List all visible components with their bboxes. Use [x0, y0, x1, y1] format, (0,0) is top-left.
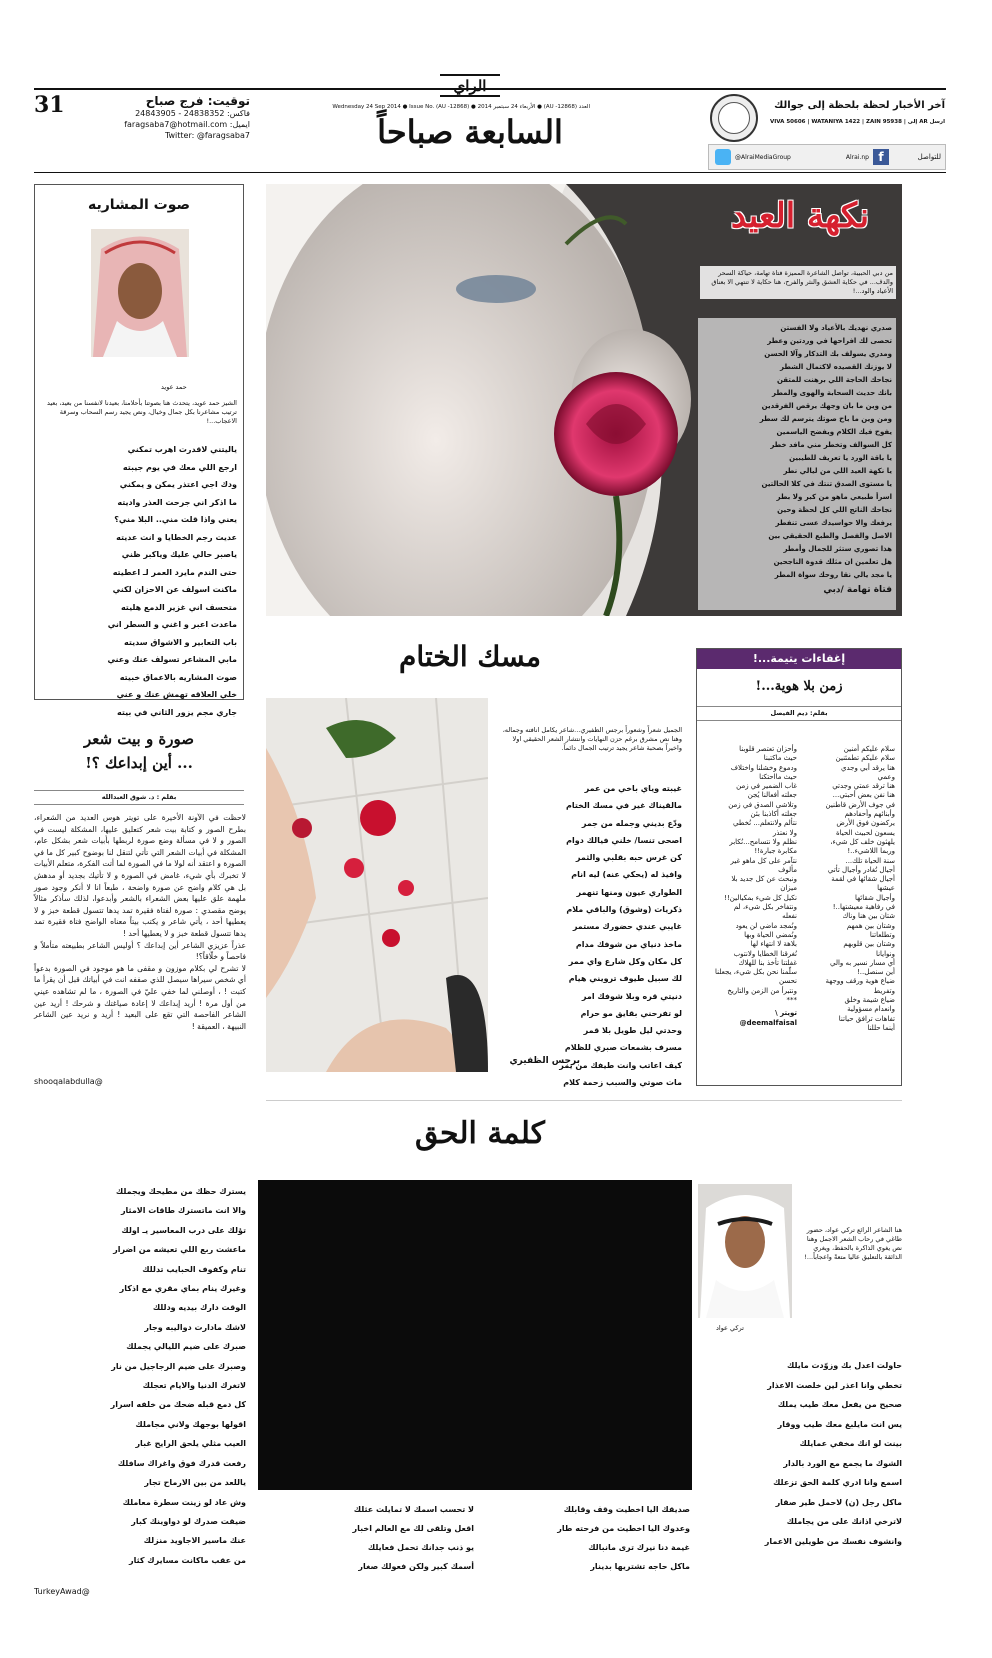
page-number: 31 — [34, 92, 65, 118]
eid-line: بانك حديث السحابة والهوى والمطر — [771, 389, 892, 397]
voice-line: ماكنت اسولف عن الاحزان لكني — [112, 585, 237, 594]
orphan-line: نحسن — [778, 977, 797, 986]
musk-line: ذكريات (وشوق) والباقي ملام — [566, 905, 682, 915]
truth-line: بينت لو انك مخفي عمايلك — [799, 1439, 902, 1448]
truth-line: وانشوف نفسك من طويلين الاعمار — [764, 1536, 902, 1546]
orphan-line: ونُمجد ماضي لن يعود — [735, 921, 797, 930]
orphan-line: سلام عليكم أمنين — [843, 745, 895, 753]
truth-line: يسترك حظك من مطيحك ويجملك — [115, 1187, 246, 1196]
voice-intro: الشيز حمد عويد، يتحدث هنا بصوتنا بأحلامنا، بعيدنا لانفسنا من بعيد، بعيد ترتيب مشاعرنا بكل جمال وخيال، ونص يجيد رسم السحاب وسرقة الاعجاب...! — [46, 399, 237, 425]
musk-poem — [496, 780, 682, 1091]
orphan-line: نُغرقنا الخطايا ولانتوب — [733, 949, 797, 958]
orphan-line: وانعدام مسؤولية — [847, 1005, 895, 1014]
orphan-line: وشتان بين قلوبهم — [843, 940, 895, 949]
orphan-line: سلّمنا نحن بكل شيء، يجعلنا — [715, 968, 797, 977]
voice-line: متحسف اني غزير الدمع هليته — [120, 602, 237, 612]
voice-line: جاري مجم يزور الثاني في بيته — [116, 707, 237, 717]
voice-poem — [43, 441, 237, 721]
twitter-handle[interactable]: @AlraiMediaGroup — [735, 154, 791, 161]
orphan-line: ونتفاخر بكل شيء، لم — [733, 903, 797, 912]
orphan-line: جعلته أفعالنا يُجن — [747, 791, 797, 800]
truth-dark-image — [258, 1180, 692, 1490]
orphan-column-label: إغفاءات يتيمة...! — [752, 652, 846, 665]
musk-photo — [266, 698, 488, 1072]
voice-line: ياصبر حالي عليك وياكبر ظني — [121, 550, 237, 559]
orphan-line: عيشها — [877, 884, 895, 893]
truth-line: اقعل وتلقى لك مع العالم اخبار — [352, 1524, 474, 1533]
orphan-line: هنا ترقد عمتي وجدتي — [832, 782, 895, 791]
email-line: ايميل: faragsaba7@hotmail.com — [124, 120, 250, 129]
orphan-line: سلام عليكم تطمئنين — [835, 754, 895, 763]
orphan-box — [696, 648, 902, 1086]
issue-line: العدد (AU -12868) ● الأربعاء 24 سبتمبر 2014 ● Wednesday 24 Sep 2014 ● Issue No. (AU -12868) — [332, 104, 590, 110]
orphan-line: ودموع وخشلنا واختلاف — [730, 763, 797, 772]
musk-line: مات صوتي والسبب زحمة كلام — [563, 1078, 682, 1088]
orphan-line: يسعون لحبيث الحياة — [835, 828, 895, 837]
orphan-line: وأجيال شقائها — [854, 893, 895, 902]
eid-line: من وين ما بان وجهك يرقص الفرقدين — [761, 402, 892, 410]
truth-line: الشوك ما يجمع مع الورد بالدار — [783, 1458, 902, 1468]
truth-line: غيمة دنا نيرك ترى مانبالك — [588, 1543, 690, 1552]
truth-line: لاترخي اذانك على من يجاملك — [786, 1517, 902, 1526]
eid-line: ومن وين ما باح صوتك ينرسم لك سطر — [759, 415, 892, 423]
orphan-line: سنة الحياة تلك... — [845, 856, 895, 865]
musk-photo-art — [266, 698, 488, 1072]
orphan-line: جعلته أكاذبنا بئن — [750, 810, 797, 819]
musk-line: لك سبيل طيوف ترويني هيام — [568, 974, 682, 984]
eid-line: ومدري يسولف بك التذكار وآلا الحسن — [764, 350, 892, 358]
eid-line: يا مستوى الصدق تنتك في كلا الحالتين — [761, 480, 892, 488]
truth-line: والا انت ماتسترك طاقات الامثار — [120, 1206, 246, 1216]
musk-line: ودّع بديني وجمله من جمر — [581, 818, 682, 828]
orphan-line: وتفريط — [873, 986, 895, 995]
header-rule — [34, 88, 946, 90]
header-rule-bottom — [34, 172, 946, 173]
twitter-line: Twitter: @faragsaba7 — [164, 131, 250, 140]
truth-line: وش عاد لو زينت سطرة معاملك — [122, 1497, 246, 1507]
musk-poet: برجس الظفيري — [509, 1056, 580, 1066]
orphan-line: نظلم ولا نتسامح...نُكابر — [729, 837, 797, 846]
eid-line: يفوح فيك الكلام ويفضح الياسمين — [776, 428, 892, 436]
musk-intro: الجميل شعراً وشعوراً برجس الظفيري...شاعر يكامل انافته وجماله، وهنا نص مشرق برغم حزن النهايات وانتشار الشعر الحقيقي اولا واخيراً بصحبة شاعر يجيد ترتيب الجمال دائماً. — [502, 726, 682, 752]
truth-line: ماكل حاجه تشتريها بدينار — [590, 1562, 690, 1571]
orphan-line: أينما حللنا — [867, 1023, 895, 1032]
musk-line: الطواري عيون ومنها تنهمر — [576, 887, 682, 897]
orphan-line: أجيال شقائها في لقمة — [831, 875, 895, 884]
truth-line: العيب مثلي يلحق الرايح غبار — [135, 1439, 246, 1449]
orphan-line: في جوف الأرض قاطنين — [825, 800, 895, 809]
orphan-line: ضياع شيمة وخلق — [844, 996, 895, 1005]
promo-codes: ارسل AR إلى | VIVA 50606 | WATANIYA 1422 | ZAIN 95938 — [769, 119, 945, 125]
musk-title: مسك الختام — [398, 640, 542, 673]
musk-line: كل مكان وكل شارع واي ممر — [568, 956, 682, 966]
voice-line: ارجع اللي معك في يوم جيبته — [122, 462, 237, 472]
voice-line: ودك اجي اعتذر يمكن و يمكني — [119, 480, 237, 489]
truth-bottom-right-poem — [480, 1500, 690, 1576]
eid-line: نجاحك الناتج اللي كل لحظة وحين — [777, 506, 892, 514]
orphan-line: شتان بين هنا وناك — [842, 912, 895, 921]
voice-line: مابي المشاعر تسولف عنك وعني — [107, 655, 237, 664]
orphan-line: حيث ماكتبنا — [763, 754, 797, 763]
voice-photo-art — [91, 229, 189, 357]
truth-line: ضيقت صدرك لو دواوينك كبار — [131, 1516, 246, 1526]
eid-line: يا باقة الورد يا تعريف للطيبين — [789, 454, 892, 462]
truth-line: وعدوك اليا اخطيت من فرحته طار — [557, 1524, 690, 1533]
orphan-line: ونوايانا — [875, 949, 895, 958]
orphan-line: *** — [786, 996, 797, 1005]
promo-text: آخر الأخبار لحظة بلحظة إلى جوالك — [774, 100, 945, 111]
eid-line: الاصل والفصل والطبع الحقيقي بين — [768, 532, 892, 540]
eid-line: كل السوالف وتخطر مني مافد خطر — [770, 441, 892, 449]
orphan-twitter-handle[interactable]: @deemalfaisal — [739, 1018, 797, 1027]
eid-title: نكهة العيد — [730, 196, 870, 236]
orphan-bar — [697, 649, 901, 669]
truth-right-poem — [696, 1356, 902, 1551]
eid-line: يا نكهة العيد اللي من ليالي نطر — [783, 467, 892, 475]
truth-line: اقولها بوجهك ولاني مجاملك — [135, 1419, 246, 1429]
eid-line: صدري نهديك بالأعياد ولا الفستن — [780, 324, 892, 332]
truth-line: لاتغرك الدنيا والايام تعجلك — [142, 1381, 246, 1391]
voice-line: صوت المشاريه بالاعماق خبيته — [119, 672, 237, 682]
voice-photo — [91, 229, 189, 357]
orphan-line: ونبحث عن كل جديد بلا — [731, 875, 797, 884]
voice-line: ياليتني لاقدرت اهرب تمكني — [127, 445, 237, 454]
orphan-line: غفلتنا تأخذ بنا للهلاك — [738, 958, 797, 967]
eid-line: نجاحك الحاجة اللي برهنت للمتقن — [776, 376, 892, 384]
contact-label: للتواصل — [917, 153, 941, 161]
truth-photo-art — [698, 1184, 792, 1318]
truth-line: من عقب ماكانت مسايرك كثار — [128, 1555, 246, 1565]
voice-line: يعني واذا قلت مني.. البلا مني؟ — [114, 515, 237, 524]
truth-photo-caption: تركي عواد — [716, 1324, 744, 1332]
fax-line: فاكس: 24838352 - 24843905 — [135, 109, 250, 118]
musk-line: دنيتي قره وبلا شوفك امر — [581, 991, 682, 1001]
orphan-line: حيث مااحتكنا — [759, 772, 797, 781]
orphan-byline: بقلم: ديم الفيصل — [697, 706, 901, 721]
eid-signature: فتاة تهامة /دبي — [823, 585, 892, 595]
truth-line: تنام وكفوف الحبايب تدللك — [142, 1264, 246, 1274]
orphan-line: غاب الضمير في زمن — [736, 782, 797, 791]
eid-line: اسرأ طبيعي ماهو من كبر ولا بطر — [776, 493, 892, 501]
truth-line: رفعت قدرك فوق واغراك سافلك — [117, 1458, 246, 1468]
musk-line: كيف اعاتب وانت طيفك من يمر — [559, 1060, 682, 1070]
musk-line: اصحى تنسا/ خلني فيالك دوام — [566, 835, 682, 845]
image-poem-para: لاحظت في الآونة الأخيرة على تويتر هوس العديد من الشعراء، بطرح الصور و كتابة بيت شعر كتعليق عليها، المشكلة ليست في الصور و لا في مسألة وضع صورة لربطها بأبيات شعر بشكل عام، المشكلة في أبيات الشعر التي تأتي لتنقل لنا بوضوح كبير كل ما في الصورة و اعتقد أنه لولا ما في الصورة لما أتت الفكرة، متعلم الأبيات لا تخبرك بأي شيء، غامض في الصورة و لا تأتيك بجديد أو مدهش بل هي كلام واضح عن صورة واضحة ، طبعاً انا لا أنكر وجود صور ملهمة علق عليها بعض الشعراء بالشعر وأبدعوا، لذلك سأذكر مثالاً يوضح مقصدي : صورة لفتاة فقيرة تمد يدها تتسول قطعة خبز و لا يعطيها أحد ، يأتي شاعر و يكتب بيتاً معناه الواضح فتاة فقيرة تمد يدها تتسول قطعة خبز و لا يعطيها أحد ! — [34, 813, 246, 938]
orphan-line: أين سنصل..! — [856, 968, 895, 977]
truth-line: صديقك اليا اخطيت وقف وقابلك — [563, 1505, 690, 1514]
voice-title: صوت المشاريه — [88, 197, 190, 213]
musk-line: وحدتي ليل طويل بلا قمر — [583, 1026, 682, 1036]
social-bar — [708, 144, 946, 170]
orphan-col-left — [703, 745, 797, 1028]
musk-line: لو تفرحني بقايق مو حرام — [580, 1008, 682, 1018]
musk-line: غيبته وياي باخي من عمر — [584, 784, 682, 793]
truth-line: وغيرك ينام بماي مقري مع اذكار — [119, 1284, 246, 1294]
truth-title: كلمة الحق — [415, 1116, 545, 1151]
musk-line: كن غرس حبه بقلبي والثمر — [575, 853, 682, 863]
eid-poem-box — [698, 318, 896, 610]
image-poem-handle[interactable]: shooqalabdulla@ — [34, 1077, 103, 1086]
orphan-col-right — [803, 745, 895, 1033]
orphan-line: ميزان — [780, 884, 797, 893]
facebook-icon[interactable]: f — [873, 149, 889, 165]
truth-intro: هنا الشاعر الرائع تركي عواد، حضور طاغي في رحاب الشعر الاجمل وهنا نص يغوي الذاكرة بالحفظ، ويغري الذائقة بالتعليق عاليا متعةً واعجاباً...! — [804, 1226, 902, 1261]
orphan-line: هنا نفن بعض أحبتي... — [832, 791, 895, 800]
voice-line: ماعدت اعبر و اغني و السطر اني — [107, 620, 237, 629]
truth-handle[interactable]: TurkeyAwad@ — [34, 1587, 90, 1596]
truth-line: يس انت مايلبغ معك طيب ووقار — [777, 1419, 902, 1429]
truth-bottom-mid-poem — [258, 1500, 474, 1576]
orphan-line: أي مسار نسير به والي — [830, 958, 895, 967]
eid-line: تحصى لك افراحها في وردتين وعطر — [767, 337, 892, 345]
eid-line: يرفعك والا حواسيدك عسى تنفطر — [775, 519, 892, 527]
orphan-line: يركضون فوق الأرض — [836, 819, 895, 828]
musk-line: غايبي عندي حضورك مستمر — [572, 922, 682, 932]
truth-line: ماكل رجل (ن) لاحمل طير صقار — [775, 1497, 902, 1507]
musk-line: مسرف بشمعات صبري للظلام — [564, 1043, 682, 1053]
image-poem-para: عذراً عزيزي الشاعر أين إبداعك ؟ أوليس الشاعر بطبيعته متأملاً و فاحصاً و خلّاقاً؟! — [34, 940, 246, 962]
truth-line: حاولت اعدل بك وزوّدت مايلك — [787, 1361, 902, 1370]
truth-line: لا تحسب اسمك لا تمايلت عثلك — [353, 1505, 474, 1514]
orphan-line: هنا يرقد أبي وجدي — [840, 763, 895, 772]
orphan-title: زمن بلا هوية...! — [755, 679, 843, 694]
truth-line: الوقت دارك بيديه ودللك — [152, 1303, 246, 1313]
orphan-line: وشتان بين همهم — [846, 921, 895, 930]
orphan-line: وتلاشى الصدق في زمن — [728, 800, 797, 809]
voice-line: ما اذكر اني جرحت العذر واديته — [117, 497, 237, 507]
orphan-line: أجيال تُغادر وأجيال تأتي — [827, 865, 895, 874]
orphan-line: ونتبرأ من الزمن والتاريخ — [727, 986, 797, 995]
truth-photo — [698, 1184, 792, 1318]
eid-line: هذا تصوري ستثر للجمال وأمطر — [783, 545, 892, 553]
orphan-line: نتآمر على كل ماهو غير — [730, 856, 797, 865]
musk-line: مالقيناك غير في مسك الختام — [566, 801, 682, 811]
orphan-line: مكابرة جبارة!! — [754, 847, 797, 856]
orphan-line: وأحزان تعتصر قلوبنا — [739, 745, 797, 753]
newspaper-logo — [440, 74, 500, 97]
voice-line: خلي العلاقه تهمش عنك و عني — [116, 690, 237, 699]
section-rule — [266, 1100, 902, 1101]
truth-line: أسمك كبير ولكن فعولك صغار — [358, 1562, 474, 1571]
voice-line: حتى الندم مايرد العمر لـ اعطيته — [112, 567, 237, 577]
twitter-icon[interactable] — [715, 149, 731, 165]
voice-line: عديت رجم الخطايا و انت عديته — [116, 532, 237, 542]
image-poem-para: لا تشرح لي بكلام موزون و مقفى ما هو موجود في الصورة بدعواً أي شخص سيراها سيصل للذي صففه انت في أبياتك قبل أن يقرأ ما كتبت ! ، أوصلني لما خفي عليّ في الصورة ، ما لم تشاهده عيني من أول مرة ! أريد إبداعك لا إعادة صياغتك و شرحك ! أريد عين الشاعر الفاحصة التي تقع على البعيد ! أريد و نريد عين الشاعر النبيهة ، العميقة ! — [34, 963, 246, 1031]
musk-line: وافيذ له (يحكي عنه) ليه انام — [571, 870, 682, 880]
edit-tag: توقيت: فرج صباح — [145, 94, 250, 108]
orphan-twitter-label: تويتر \ — [775, 1009, 797, 1018]
orphan-line: وربما اللاشيء..! — [847, 847, 895, 856]
orphan-line: بلاهة لا انتهاء لها — [750, 940, 797, 949]
orphan-line: ضياع هوية ورقف ووجهة — [825, 977, 895, 986]
truth-left-poem — [34, 1182, 246, 1570]
section-title: السابعة صباحاً — [377, 113, 563, 151]
truth-line: وصبرك على ضيم الرجاجيل من نار — [111, 1361, 246, 1371]
image-poem-title: صورة و بيت شعر — [83, 730, 194, 748]
voice-photo-caption: حمد عويد — [161, 383, 187, 391]
truth-line: كل دمع قبله ضحك من خلفه اسرار — [110, 1400, 246, 1410]
truth-line: ياللعد من بين الارماح تجار — [144, 1478, 246, 1488]
orphan-line: نتألم ولانتعلم... نُخطي — [733, 819, 797, 828]
orphan-line: وتطلعاتنا — [869, 930, 895, 939]
orphan-line: ونُمضي الحياة وبها — [744, 930, 797, 939]
eid-line: يا مجد يالي نقا روحك سواة المطر — [774, 571, 892, 579]
truth-line: تؤلك على درب المعاسير يـ اولك — [121, 1225, 246, 1235]
truth-line: صبرك على ضيم الليالي يجملك — [126, 1342, 246, 1352]
orphan-line: وعمي — [877, 772, 895, 781]
truth-line: اسمع وانا ادري كلمة الحق تزعلك — [773, 1478, 902, 1487]
voice-line: باب التعابير و الاشواق سديته — [123, 637, 237, 647]
voice-box — [34, 184, 244, 717]
image-poem-body — [34, 812, 246, 1032]
eid-poem — [702, 322, 892, 582]
orphan-line: تفاهات ترافق حياتنا — [838, 1014, 895, 1023]
orphan-line: في رفاهية معيشتها..! — [832, 903, 895, 912]
edit-credits — [100, 94, 250, 141]
orphan-line: ولا نعتذر — [772, 828, 797, 837]
eid-intro: من دبي الحبيبة، تواصل الشاعرة المميزة فتاة تهامة، حياكة السحر والدف... في حكاية العشق والنثر والفرح، هنا حكاية لا تنتهي الا بعناق الأعياد والود...! — [700, 266, 896, 299]
truth-line: يو ذنب جدانك تحمل فعايلك — [367, 1543, 474, 1552]
facebook-handle[interactable]: Alrai.np — [845, 154, 869, 161]
truth-line: تخطي وانا اعذر لين خلصت الاعذار — [767, 1380, 902, 1390]
truth-line: لاشك مادارت دواليبه وجار — [144, 1322, 246, 1332]
image-poem-subtitle: ... أين إبداعك ؟! — [85, 754, 193, 772]
image-poem-byline: بقلم : د. شوق العبدالله — [34, 790, 244, 805]
orphan-line: وأبنائهم وأحفادهم — [844, 810, 895, 819]
orphan-line: مألوف — [778, 865, 797, 874]
truth-line: ماعشت ربع اللي تعيشه من اضرار — [113, 1245, 246, 1255]
truth-line: عنك ماسير الاجاويد منزلك — [143, 1536, 246, 1546]
orphan-line: نكيل كل شيء بمكيالين!! — [724, 893, 797, 902]
truth-line: صحيح من يفعل معك طيب يملك — [777, 1400, 902, 1409]
musk-line: ماخذ دنياي من شوفك مدام — [575, 939, 682, 949]
logo-text: الراي — [453, 77, 487, 95]
eid-line: هل تعلمين ان مثلك قدوة الناجحين — [773, 558, 892, 566]
eid-line: لا يوزنك القصيده لاكتمال الشطر — [779, 363, 892, 371]
orphan-line: نفعله — [782, 912, 797, 921]
orphan-line: يلهثون خلف كل شيء، — [830, 837, 895, 846]
